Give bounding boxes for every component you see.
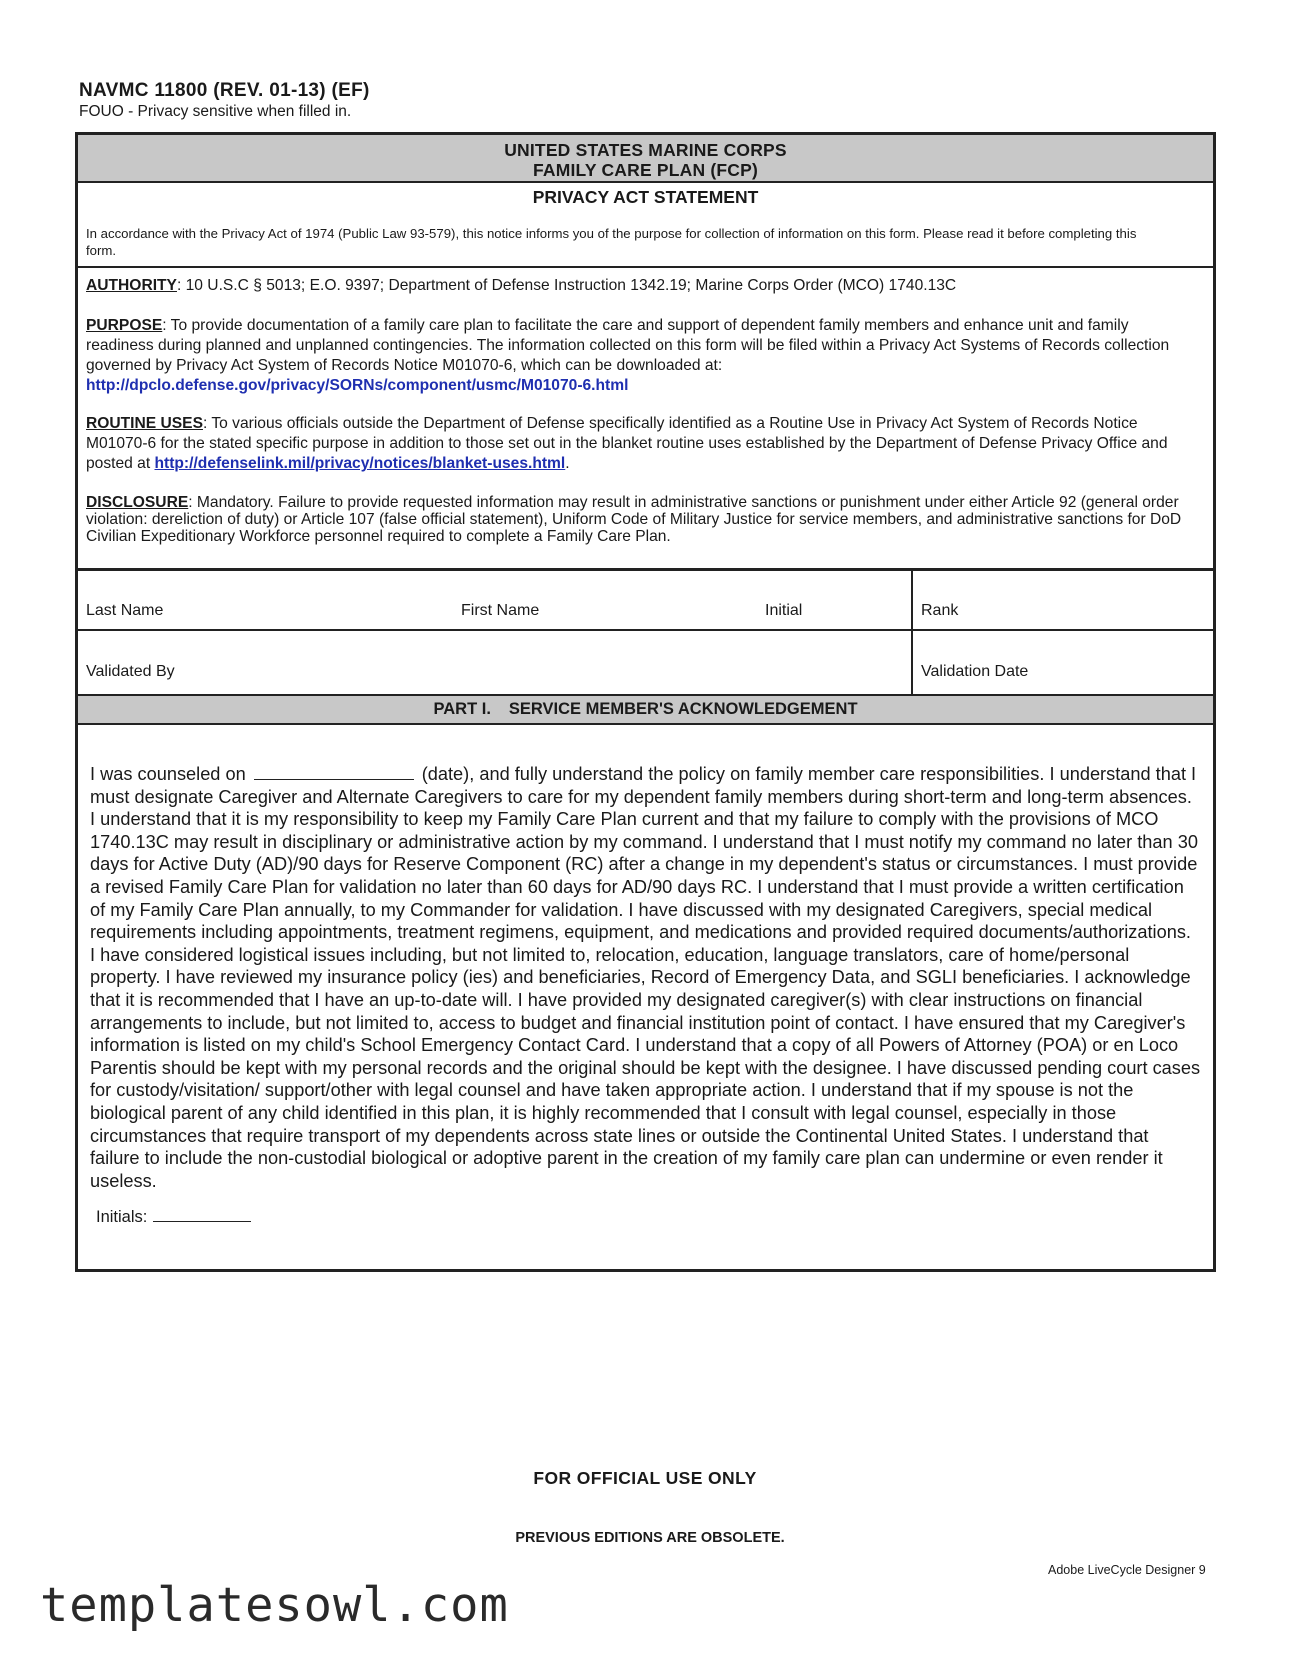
initials-label: Initials: bbox=[96, 1208, 148, 1226]
watermark: templatesowl.com bbox=[40, 1578, 509, 1633]
form-header bbox=[78, 135, 1213, 183]
initials-row bbox=[96, 1207, 251, 1227]
validation-date-label: Validation Date bbox=[921, 663, 1029, 680]
previous-editions-notice: PREVIOUS EDITIONS ARE OBSOLETE. bbox=[515, 1530, 785, 1546]
part1-header bbox=[78, 694, 1213, 725]
purpose-paragraph bbox=[86, 316, 1193, 396]
form-id: NAVMC 11800 (REV. 01-13) (EF) bbox=[79, 80, 370, 101]
column-divider bbox=[911, 568, 913, 695]
fouo-notice: FOUO - Privacy sensitive when filled in. bbox=[79, 103, 352, 120]
form-title: FAMILY CARE PLAN (FCP) bbox=[532, 160, 759, 180]
part1-title: SERVICE MEMBER'S ACKNOWLEDGEMENT bbox=[508, 700, 858, 718]
divider bbox=[78, 568, 1213, 571]
first-name-label: First Name bbox=[461, 602, 540, 619]
purpose-label: PURPOSE bbox=[86, 317, 163, 334]
blanket-uses-link[interactable]: http://defenselink.mil/privacy/notices/blanket-uses.html bbox=[154, 455, 566, 472]
authority-paragraph bbox=[86, 276, 1193, 296]
validated-by-label: Validated By bbox=[86, 663, 175, 680]
org-name: UNITED STATES MARINE CORPS bbox=[504, 140, 787, 160]
initials-field[interactable] bbox=[153, 1207, 251, 1222]
privacy-title: PRIVACY ACT STATEMENT bbox=[532, 187, 759, 207]
routine-uses-paragraph: ROUTINE USES: To various officials outside the Department of Defense specifically identified as a Routine Use in Privacy Act System of Records Notice M01070-6 for the stated specific purpose in addition to those set out in the blanket routine uses established by the Department of Defense Privacy Office and posted at http://defenselink.mil/privacy/notices/blanket-uses.html. bbox=[86, 415, 1168, 472]
privacy-intro: In accordance with the Privacy Act of 1974 (Public Law 93-579), this notice informs you of the purpose for collection of information on this form. Please read it before completing this form. bbox=[86, 226, 1137, 258]
divider bbox=[78, 266, 1213, 268]
rank-label: Rank bbox=[921, 602, 959, 619]
authority-text: : 10 U.S.C § 5013; E.O. 9397; Department of Defense Instruction 1342.19; Marine Corps Order (MCO) 1740.13C bbox=[176, 277, 957, 294]
part1-label: PART I. bbox=[433, 700, 491, 718]
disclosure-text: : Mandatory. Failure to provide requested information may result in administrative sanctions or punishment under either Article 92 (general order violation: dereliction of duty) or Article 107 (false official statement), Uniform Code of Military Justice for service members, and administrative sanctions for DoD Civilian Expeditionary Workforce personnel required to complete a Family Care Plan. bbox=[86, 494, 1182, 545]
disclosure-paragraph bbox=[86, 494, 1193, 545]
divider bbox=[78, 629, 1213, 631]
acknowledgement-text: I was counseled on (date), and fully understand the policy on family member care responsibilities. I understand that I must designate Caregiver and Alternate Caregivers to care for my dependent family members during short-term and long-term absences. I understand that it is my responsibility to keep my Family Care Plan current and that my failure to comply with the provisions of MCO 1740.13C may result in disciplinary or administrative action by my command. I understand that I must notify my command no later than 30 days for Active Duty (AD)/90 days for Reserve Component (RC) after a change in my dependent's status or circumstances. I must provide a revised Family Care Plan for validation no later than 60 days for AD/90 days RC. I understand that I must provide a written certification of my Family Care Plan annually, to my Commander for validation. I have discussed with my designated Caregivers, special medical requirements including appointments, treatment regimens, equipment, and medications and provided required documents/authorizations. I have considered logistical issues including, but not limited to, relocation, education, language translators, care of home/personal property. I have reviewed my insurance policy (ies) and beneficiaries, Record of Emergency Data, and SGLI beneficiaries. I acknowledge that it is recommended that I have an up-to-date will. I have provided my designated caregiver(s) with clear instructions on financial arrangements to include, but not limited to, access to budget and financial institution point of contact. I have ensured that my Caregiver's information is listed on my child's School Emergency Contact Card. I understand that a copy of all Powers of Attorney (POA) or en Loco Parentis should be kept with my personal records and the original should be kept with the designee. I have discussed pending court cases for custody/visitation/ support/other with legal counsel and have taken appropriate action. I understand that if my spouse is not the biological parent of any child identified in this plan, it is highly recommended that I consult with legal counsel, especially in those circumstances that require transport of my dependents across state lines or outside the Continental United States. I understand that failure to include the non-custodial biological or adoptive parent in the creation of my family care plan can undermine or even render it useless. bbox=[90, 764, 1201, 1191]
authority-label: AUTHORITY bbox=[86, 277, 177, 294]
routine-uses-text: : To various officials outside the Department of Defense specifically identified as a Routine Use in Privacy Act System of Records Notice M01070-6 for the stated specific purpose in addition to those set out in the blanket routine uses established by the Department of Defense Privacy Office and posted at bbox=[86, 415, 1168, 472]
designer-credit: Adobe LiveCycle Designer 9 bbox=[1048, 1563, 1206, 1577]
last-name-label: Last Name bbox=[86, 602, 164, 619]
form-frame bbox=[75, 132, 1216, 1272]
initial-label: Initial bbox=[765, 602, 803, 619]
sorn-link[interactable]: http://dpclo.defense.gov/privacy/SORNs/component/usmc/M01070-6.html bbox=[86, 377, 629, 394]
disclosure-label: DISCLOSURE bbox=[86, 494, 189, 511]
routine-uses-label: ROUTINE USES bbox=[86, 415, 203, 432]
counsel-date-field[interactable] bbox=[254, 767, 414, 780]
purpose-text: : To provide documentation of a family care plan to facilitate the care and support of dependent family members and enhance unit and family readiness during planned and unplanned contingencies. The information collected on this form will be filed within a Privacy Act Systems of Records collection governed by Privacy Act System of Records Notice M01070-6, which can be downloaded at: bbox=[86, 317, 1170, 374]
official-use-notice: FOR OFFICIAL USE ONLY bbox=[533, 1468, 757, 1488]
